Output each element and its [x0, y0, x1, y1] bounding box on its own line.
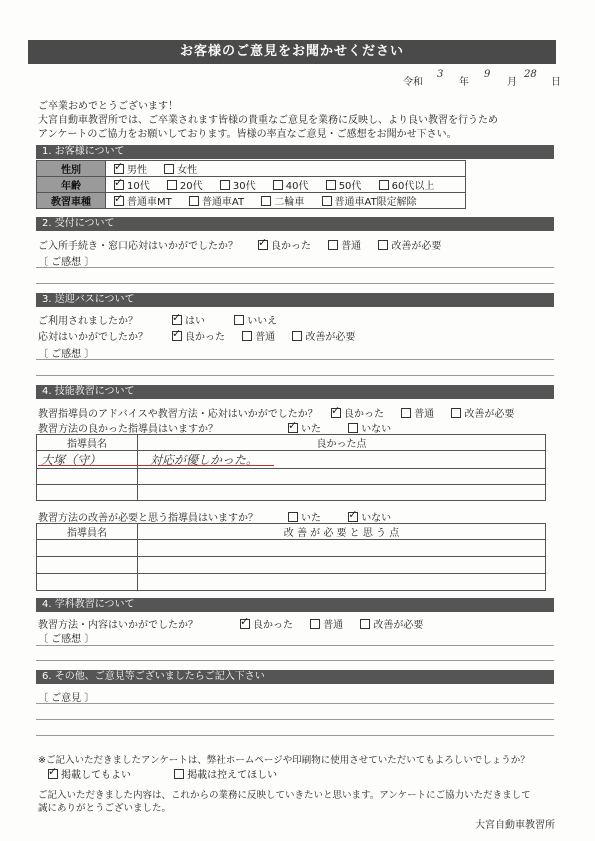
- age-50-option[interactable]: 50代: [326, 181, 362, 192]
- skill-instructor-options: [331, 405, 528, 420]
- intro-line-3: アンケートのご協力をお願いしております。皆様の率直なご意見・ご感想をお聞かせ下さい。: [38, 129, 457, 140]
- bus-service-normal-option[interactable]: 普通: [242, 332, 275, 343]
- opinion-comment-label: 〔 ご意見 〕: [38, 693, 95, 704]
- checkbox-vehicle-at[interactable]: [189, 196, 199, 206]
- page-title: お客様のご意見をお聞かせください: [28, 40, 556, 64]
- good-instructor-options: [288, 420, 405, 435]
- improve-table-empty-cell[interactable]: [138, 557, 546, 574]
- reception-comment-line-1[interactable]: [36, 267, 554, 268]
- school-name: 大宮自動車教習所: [475, 820, 555, 831]
- academic-normal-option[interactable]: 普通: [310, 620, 343, 631]
- consent-question: ※ご記入いただきましたアンケートは、弊社ホームページや印刷物に使用させていただいてもよろしいでしょうか？: [38, 755, 530, 766]
- reception-improve-option[interactable]: 改善が必要: [378, 241, 441, 252]
- consent-options: [48, 766, 291, 781]
- section-1-heading: 1. お客様について: [36, 145, 554, 159]
- checkbox-academic-normal[interactable]: [310, 619, 320, 629]
- improve-table-empty-cell[interactable]: [37, 557, 138, 574]
- good-instructor-table: [36, 434, 546, 501]
- age-60-option[interactable]: 60代以上: [379, 181, 435, 192]
- vehicle-bike-option[interactable]: 二輪車: [261, 197, 304, 208]
- checkbox-male[interactable]: [114, 164, 124, 174]
- improve-table-empty-cell[interactable]: [37, 574, 138, 591]
- opinion-line-1[interactable]: [36, 703, 554, 704]
- checkbox-skill-good[interactable]: [331, 408, 341, 418]
- bus-usage-options: [172, 312, 291, 327]
- improve-table-empty-cell[interactable]: [138, 540, 546, 557]
- date-month-unit: 月: [507, 77, 517, 88]
- good-table-empty-cell[interactable]: [37, 469, 138, 485]
- opinion-line-3[interactable]: [36, 735, 554, 736]
- checkbox-consent-no[interactable]: [174, 769, 184, 779]
- date-era: 令和: [403, 77, 423, 88]
- academic-comment-label: 〔 ご感想 〕: [38, 634, 95, 645]
- checkbox-vehicle-mt[interactable]: [114, 196, 124, 206]
- skill-improve-option[interactable]: 改善が必要: [451, 409, 514, 420]
- bus-service-good-option[interactable]: ✓ 良かった: [172, 332, 225, 343]
- improve-table-header-point: 改 善 が 必 要 と 思 う 点: [138, 524, 546, 540]
- vehicle-at-option[interactable]: 普通車AT: [189, 197, 244, 208]
- checkbox-bus-service-normal[interactable]: [242, 331, 252, 341]
- checkbox-skill-normal[interactable]: [401, 408, 411, 418]
- reception-comment-line-2[interactable]: [36, 283, 554, 284]
- skill-instructor-question: 教習指導員のアドバイスや教習方法・応対はいかがでしたか？: [38, 409, 318, 420]
- checkbox-age-10[interactable]: [114, 180, 124, 190]
- checkbox-age-40[interactable]: [273, 180, 283, 190]
- vehicle-mt-option[interactable]: ✓ 普通車MT: [114, 197, 172, 208]
- good-table-header-point: 良かった点: [138, 435, 546, 451]
- good-table-empty-cell[interactable]: [37, 485, 138, 501]
- gender-female-option[interactable]: 女性: [164, 165, 197, 176]
- checkbox-age-20[interactable]: [167, 180, 177, 190]
- date-day-unit: 日: [551, 77, 561, 88]
- gender-male-option[interactable]: ✓ 男性: [114, 165, 147, 176]
- skill-normal-option[interactable]: 普通: [401, 409, 434, 420]
- improve-instructor-no-option[interactable]: ✓ いない: [348, 513, 391, 524]
- good-instructor-name[interactable]: 大塚（守）: [37, 451, 138, 469]
- good-instructor-question: 教習方法の良かった指導員はいますか？: [38, 424, 218, 435]
- age-options: [106, 177, 466, 193]
- bus-usage-question: ご利用されましたか？: [38, 316, 138, 327]
- closing-line-2: 誠にありがとうございました。: [38, 803, 172, 814]
- good-table-empty-cell[interactable]: [138, 485, 546, 501]
- good-instructor-no-option[interactable]: いない: [348, 424, 391, 435]
- reception-good-option[interactable]: ✓ 良かった: [258, 241, 311, 252]
- bus-comment-line-2[interactable]: [36, 375, 554, 376]
- checkbox-academic-improve[interactable]: [360, 619, 370, 629]
- academic-improve-option[interactable]: 改善が必要: [360, 620, 423, 631]
- red-underline: [38, 465, 274, 466]
- improve-instructor-question: 教習方法の改善が必要と思う指導員はいますか？: [38, 513, 258, 524]
- checkbox-reception-normal[interactable]: [328, 240, 338, 250]
- section-5-heading: 4. 学科教習について: [36, 598, 554, 612]
- vehicle-type-options: [106, 193, 466, 209]
- checkbox-academic-good[interactable]: [240, 619, 250, 629]
- vehicle-at-release-option[interactable]: 普通車AT限定解除: [322, 197, 417, 208]
- checkbox-skill-improve[interactable]: [451, 408, 461, 418]
- bus-usage-yes-option[interactable]: ✓ はい: [172, 316, 205, 327]
- intro-line-2: 大宮自動車教習所では、ご卒業されます皆様の貴重なご意見を業務に反映し、より良い教習を行うため: [38, 115, 498, 126]
- checkbox-age-30[interactable]: [220, 180, 230, 190]
- improve-table-empty-cell[interactable]: [138, 574, 546, 591]
- checkbox-bus-no[interactable]: [234, 315, 244, 325]
- good-table-header-name: 指導員名: [37, 435, 138, 451]
- checkbox-bus-yes[interactable]: [172, 315, 182, 325]
- date-month[interactable]: 9: [484, 69, 491, 80]
- section-2-heading: 2. 受付について: [36, 217, 554, 231]
- age-30-option[interactable]: 30代: [220, 181, 256, 192]
- gender-options: [106, 161, 466, 177]
- checkbox-age-50[interactable]: [326, 180, 336, 190]
- improve-instructor-options: [288, 509, 405, 524]
- improve-table-header-name: 指導員名: [37, 524, 138, 540]
- checkbox-good-instructor-no[interactable]: [348, 423, 358, 433]
- bus-comment-label: 〔 ご感想 〕: [38, 349, 95, 360]
- age-10-option[interactable]: ✓ 10代: [114, 181, 150, 192]
- academic-comment-line-1[interactable]: [36, 645, 554, 646]
- good-table-empty-cell[interactable]: [138, 469, 546, 485]
- age-20-option[interactable]: 20代: [167, 181, 203, 192]
- checkbox-vehicle-at-release[interactable]: [322, 196, 332, 206]
- bus-usage-no-option[interactable]: いいえ: [234, 316, 277, 327]
- checkbox-female[interactable]: [164, 164, 174, 174]
- improve-instructor-table: [36, 523, 546, 591]
- improve-instructor-yes-option[interactable]: いた: [288, 513, 321, 524]
- section-4-heading: 4. 技能教習について: [36, 385, 554, 399]
- consent-yes-option[interactable]: ✓掲載してもよい: [48, 770, 131, 781]
- academic-options: [240, 616, 437, 631]
- checkbox-age-60[interactable]: [379, 180, 389, 190]
- reception-question: ご入所手続き・窓口応対はいかがでしたか？: [38, 241, 238, 252]
- date-year[interactable]: 3: [437, 69, 444, 80]
- bus-service-question: 応対はいかがでしたか？: [38, 332, 148, 343]
- checkbox-bus-service-improve[interactable]: [292, 331, 302, 341]
- bus-service-options: [172, 328, 369, 343]
- gender-label: 性別: [37, 161, 106, 177]
- checkbox-improve-instructor-yes[interactable]: [288, 512, 298, 522]
- bus-comment-line-1[interactable]: [36, 359, 554, 360]
- checkbox-bus-service-good[interactable]: [172, 331, 182, 341]
- reception-options: [258, 237, 455, 252]
- academic-comment-line-2[interactable]: [36, 660, 554, 661]
- checkbox-reception-good[interactable]: [258, 240, 268, 250]
- improve-table-empty-cell[interactable]: [37, 540, 138, 557]
- age-label: 年齢: [37, 177, 106, 193]
- bus-service-improve-option[interactable]: 改善が必要: [292, 332, 355, 343]
- checkbox-consent-yes[interactable]: [48, 769, 58, 779]
- good-instructor-point[interactable]: 対応が優しかった。: [138, 451, 546, 469]
- customer-info-table: [36, 160, 466, 209]
- academic-good-option[interactable]: ✓ 良かった: [240, 620, 293, 631]
- checkbox-improve-instructor-no[interactable]: [348, 512, 358, 522]
- checkbox-vehicle-bike[interactable]: [261, 196, 271, 206]
- age-40-option[interactable]: 40代: [273, 181, 309, 192]
- skill-good-option[interactable]: ✓ 良かった: [331, 409, 384, 420]
- closing-line-1: ご記入いただきました内容は、これからの業務に反映していきたいと思います。アンケートにご協力いただきまして: [38, 790, 531, 801]
- section-6-heading: 6. その他、ご意見等ございましたらご記入下さい: [36, 670, 554, 684]
- reception-comment-label: 〔 ご感想 〕: [38, 257, 95, 268]
- good-instructor-yes-option[interactable]: ✓ いた: [288, 424, 321, 435]
- date-year-unit: 年: [459, 77, 469, 88]
- opinion-line-2[interactable]: [36, 719, 554, 720]
- date-day[interactable]: 28: [524, 69, 537, 80]
- vehicle-type-label: 教習車種: [37, 193, 106, 209]
- academic-question: 教習方法・内容はいかがでしたか？: [38, 620, 198, 631]
- consent-no-option[interactable]: 掲載は控えてほしい: [174, 770, 277, 781]
- checkbox-reception-improve[interactable]: [378, 240, 388, 250]
- section-3-heading: 3. 送迎バスについて: [36, 293, 554, 307]
- intro-line-1: ご卒業おめでとうございます！: [38, 101, 178, 112]
- checkbox-good-instructor-yes[interactable]: [288, 423, 298, 433]
- reception-normal-option[interactable]: 普通: [328, 241, 361, 252]
